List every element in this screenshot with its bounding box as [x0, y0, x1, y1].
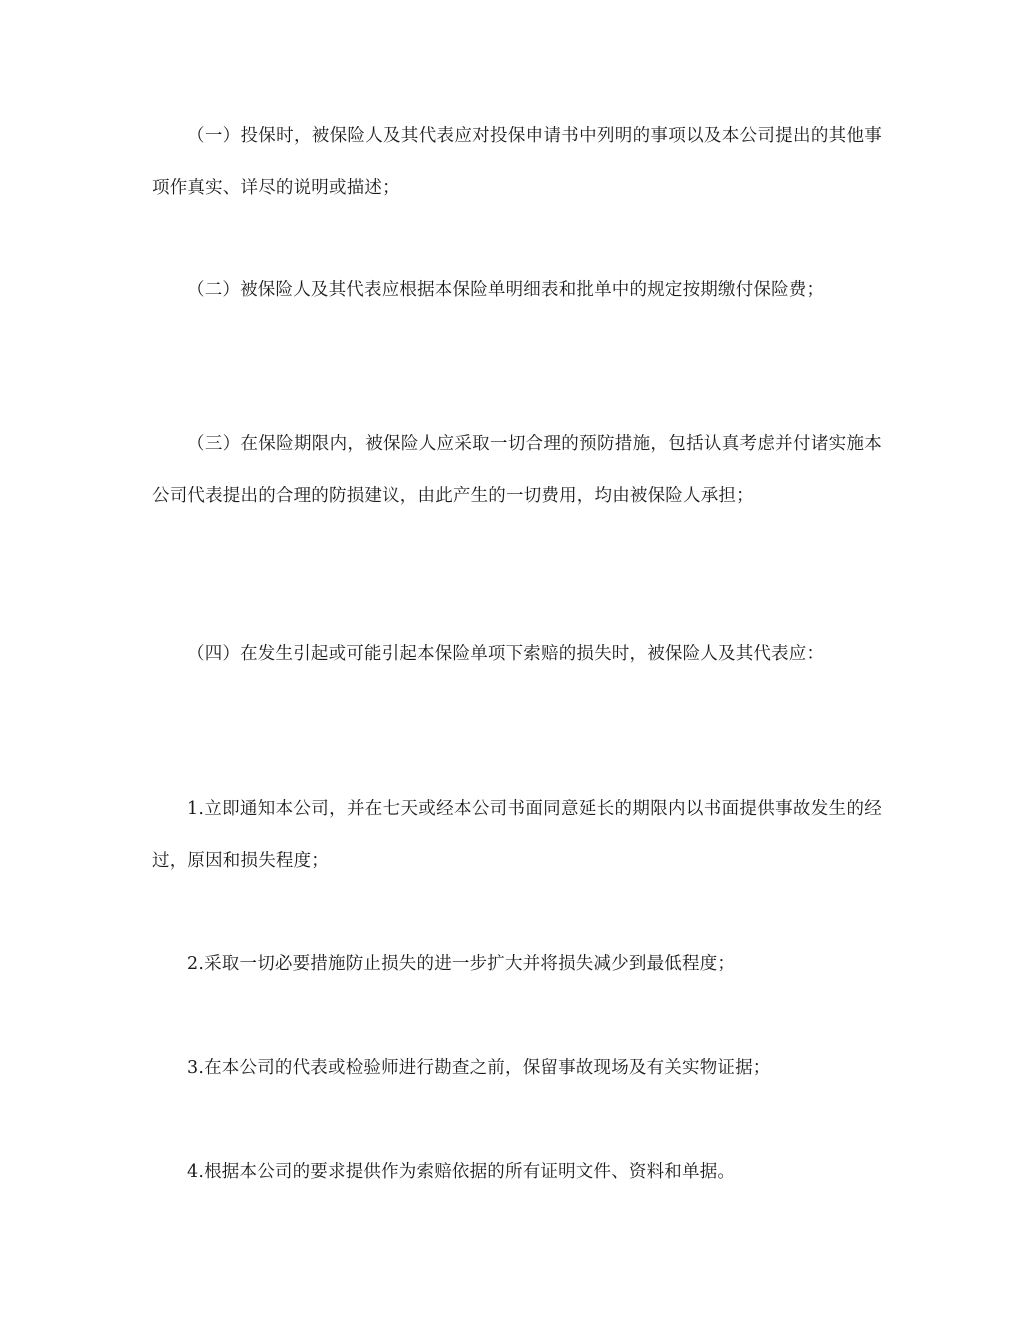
list-item-preserve-scene: 3.在本公司的代表或检验师进行勘查之前，保留事故现场及有关实物证据；	[187, 1058, 771, 1078]
clause-1-investigation-duty: （一）投保时，被保险人及其代表应对投保申请书中列明的事项以及本公司提出的其他事项作真实、详尽的说明或描述；	[152, 126, 882, 198]
clause-3-loss-prevention: （三）在保险期限内，被保险人应采取一切合理的预防措施，包括认真考虑并付诸实施本公司代表提出的合理的防损建议，由此产生的一切费用，均由被保险人承担；	[152, 434, 882, 506]
clause-4-loss-occurrence: （四）在发生引起或可能引起本保险单项下索赔的损失时，被保险人及其代表应：	[187, 644, 825, 664]
list-item-mitigate-loss: 2.采取一切必要措施防止损失的进一步扩大并将损失减少到最低程度；	[187, 954, 736, 974]
clause-2-premium-payment: （二）被保险人及其代表应根据本保险单明细表和批单中的规定按期缴付保险费；	[187, 280, 825, 300]
list-item-notify-company: 1.立即通知本公司，并在七天或经本公司书面同意延长的期限内以书面提供事故发生的经过，原因和损失程度；	[152, 799, 882, 871]
list-item-provide-documents: 4.根据本公司的要求提供作为索赔依据的所有证明文件、资料和单据。	[187, 1162, 736, 1182]
